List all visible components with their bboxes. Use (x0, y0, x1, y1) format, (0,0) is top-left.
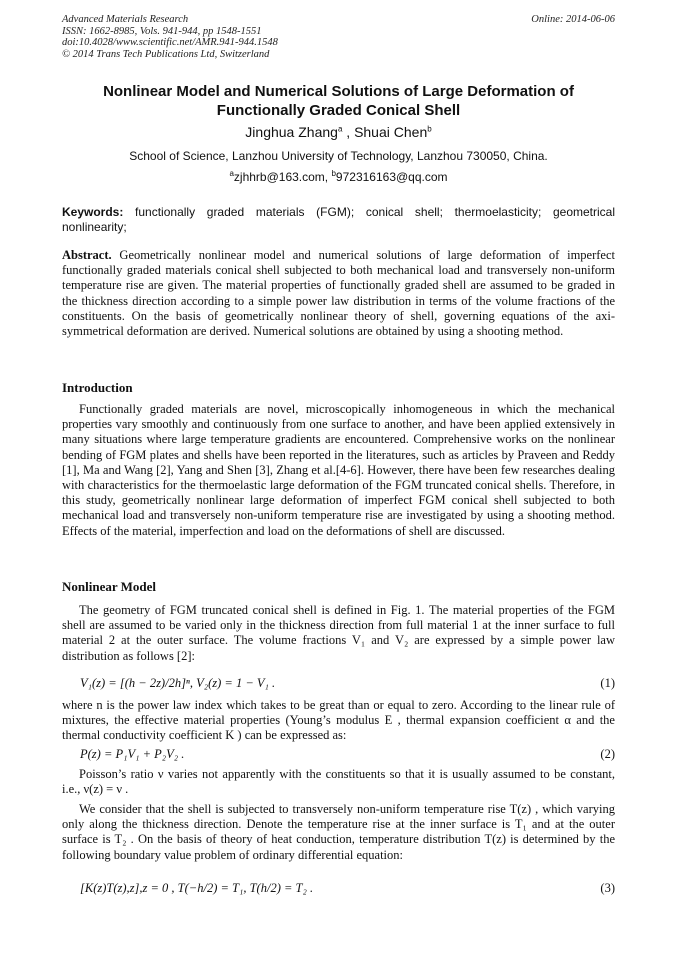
equation-number: (2) (600, 747, 615, 761)
email-address: 972316163@qq.com (335, 170, 448, 184)
email-address: zjhhrb@163.com, (233, 170, 332, 184)
keywords (62, 205, 615, 235)
equation-number: (3) (600, 881, 615, 895)
author-superscript: a (337, 124, 343, 134)
abstract-text: Geometrically nonlinear model and numerical solutions of large deformation of imperfect functionally graded materials conical shell subjected to both mechanical load and transversely non-uniform temperature rise are given. The material properties of functionally graded shell are assumed to be graded in the thickness direction according to a simple power law distribution in terms of the volume fractions of the constituents. On the basis of geometrically nonlinear theory of shell, governing equations of the axi-symmetrical deformation are derived. Numerical solutions are obtained by using a shooting method. (62, 248, 615, 339)
model-paragraph: Poisson’s ratio ν varies not apparently with the constituents so that it is usually assumed to be constant, i.e., ν(z) = ν . (62, 767, 615, 797)
journal-header (62, 14, 278, 60)
equation-text: V₁(z) = [(h − 2z)/2h]ⁿ, V₂(z) = 1 − V₁ . (80, 676, 276, 690)
copyright-line: © 2014 Trans Tech Publications Ltd, Switzerland (62, 48, 270, 60)
doi-line: doi:10.4028/www.scientific.net/AMR.941-944.1548 (62, 37, 278, 48)
email-superscript: b (331, 169, 336, 178)
section-heading-introduction: Introduction (62, 380, 133, 395)
author-line (62, 123, 615, 141)
author-name: Shuai Chen (354, 124, 428, 140)
keywords-text: functionally graded materials (FGM); conical shell; thermoelasticity; geometrical nonlinearity; (62, 205, 615, 234)
model-paragraph: The geometry of FGM truncated conical shell is defined in Fig. 1. The material properties of the FGM shell are assumed to be varied only in the thickness direction from full material 1 at the inner surface to full material 2 at the outer surface. The volume fractions V₁ and V₂ are expressed by a simple power law distribution as follows [2]: (62, 603, 615, 663)
abstract-label: Abstract. (62, 248, 112, 262)
author-name: Jinghua Zhang (245, 124, 338, 140)
section-heading-nonlinear-model: Nonlinear Model (62, 579, 157, 594)
online-date: Online: 2014-06-06 (531, 14, 615, 25)
keywords-label: Keywords: (62, 205, 124, 219)
journal-name: Advanced Materials Research (62, 14, 189, 25)
author-separator: , (342, 124, 355, 140)
equation-2 (80, 746, 615, 762)
email-line (62, 170, 615, 185)
equation-3 (80, 880, 615, 896)
paper-title: Nonlinear Model and Numerical Solutions of Large Deformation of Functionally Graded Conical Shell (103, 83, 574, 119)
equation-text: [K(z)T(z),z],z = 0 , T(−h/2) = T₁, T(h/2) = T₂ . (80, 881, 314, 895)
email-superscript: a (229, 169, 234, 178)
issn-line: ISSN: 1662-8985, Vols. 941-944, pp 1548-1551 (62, 25, 262, 37)
equation-1 (80, 675, 615, 691)
equation-number: (1) (600, 676, 615, 690)
model-paragraph: where n is the power law index which takes to be great than or equal to zero. According to the linear rule of mixtures, the effective material properties (Young’s modulus E , thermal expansion coefficient α and the thermal conductivity coefficient K ) can be expressed as: (62, 698, 615, 743)
abstract (62, 248, 615, 339)
affiliation: School of Science, Lanzhou University of Technology, Lanzhou 730050, China. (129, 149, 548, 163)
introduction-paragraph: Functionally graded materials are novel, microscopically inhomogeneous in which the mechanical properties vary smoothly and continuously from one surface to another, and have been applied extensively in many situations where large temperature gradients are encountered. Comprehensive works on the nonlinear bending of FGM plates and shells have been reported in the literatures, such as articles by Praveen and Reddy [1], Ma and Wang [2], Yang and Shen [3], Zhang et al.[4-6]. However, there have been few researches dealing with characteristics for the thermoelastic large deformation of the FGM truncated conical shells. Therefore, in this study, geometrically nonlinear large deformation of imperfect FGM conical shell subjected to both mechanical load and transversely non-uniform temperature rise are investigated by using a shooting method. Effects of the material, imperfection and load on the deformations of shell are discussed. (62, 402, 615, 538)
author-superscript: b (427, 124, 432, 134)
equation-text: P(z) = P₁V₁ + P₂V₂ . (80, 747, 185, 761)
model-paragraph: We consider that the shell is subjected to transversely non-uniform temperature rise T(z) , which varying only along the thickness direction. Denote the temperature rise at the inner surface is T₁ and at the outer surface is T₂ . On the basis of theory of heat conduction, temperature distribution T(z) is determined by the following boundary value problem of ordinary differential equation: (62, 802, 615, 862)
